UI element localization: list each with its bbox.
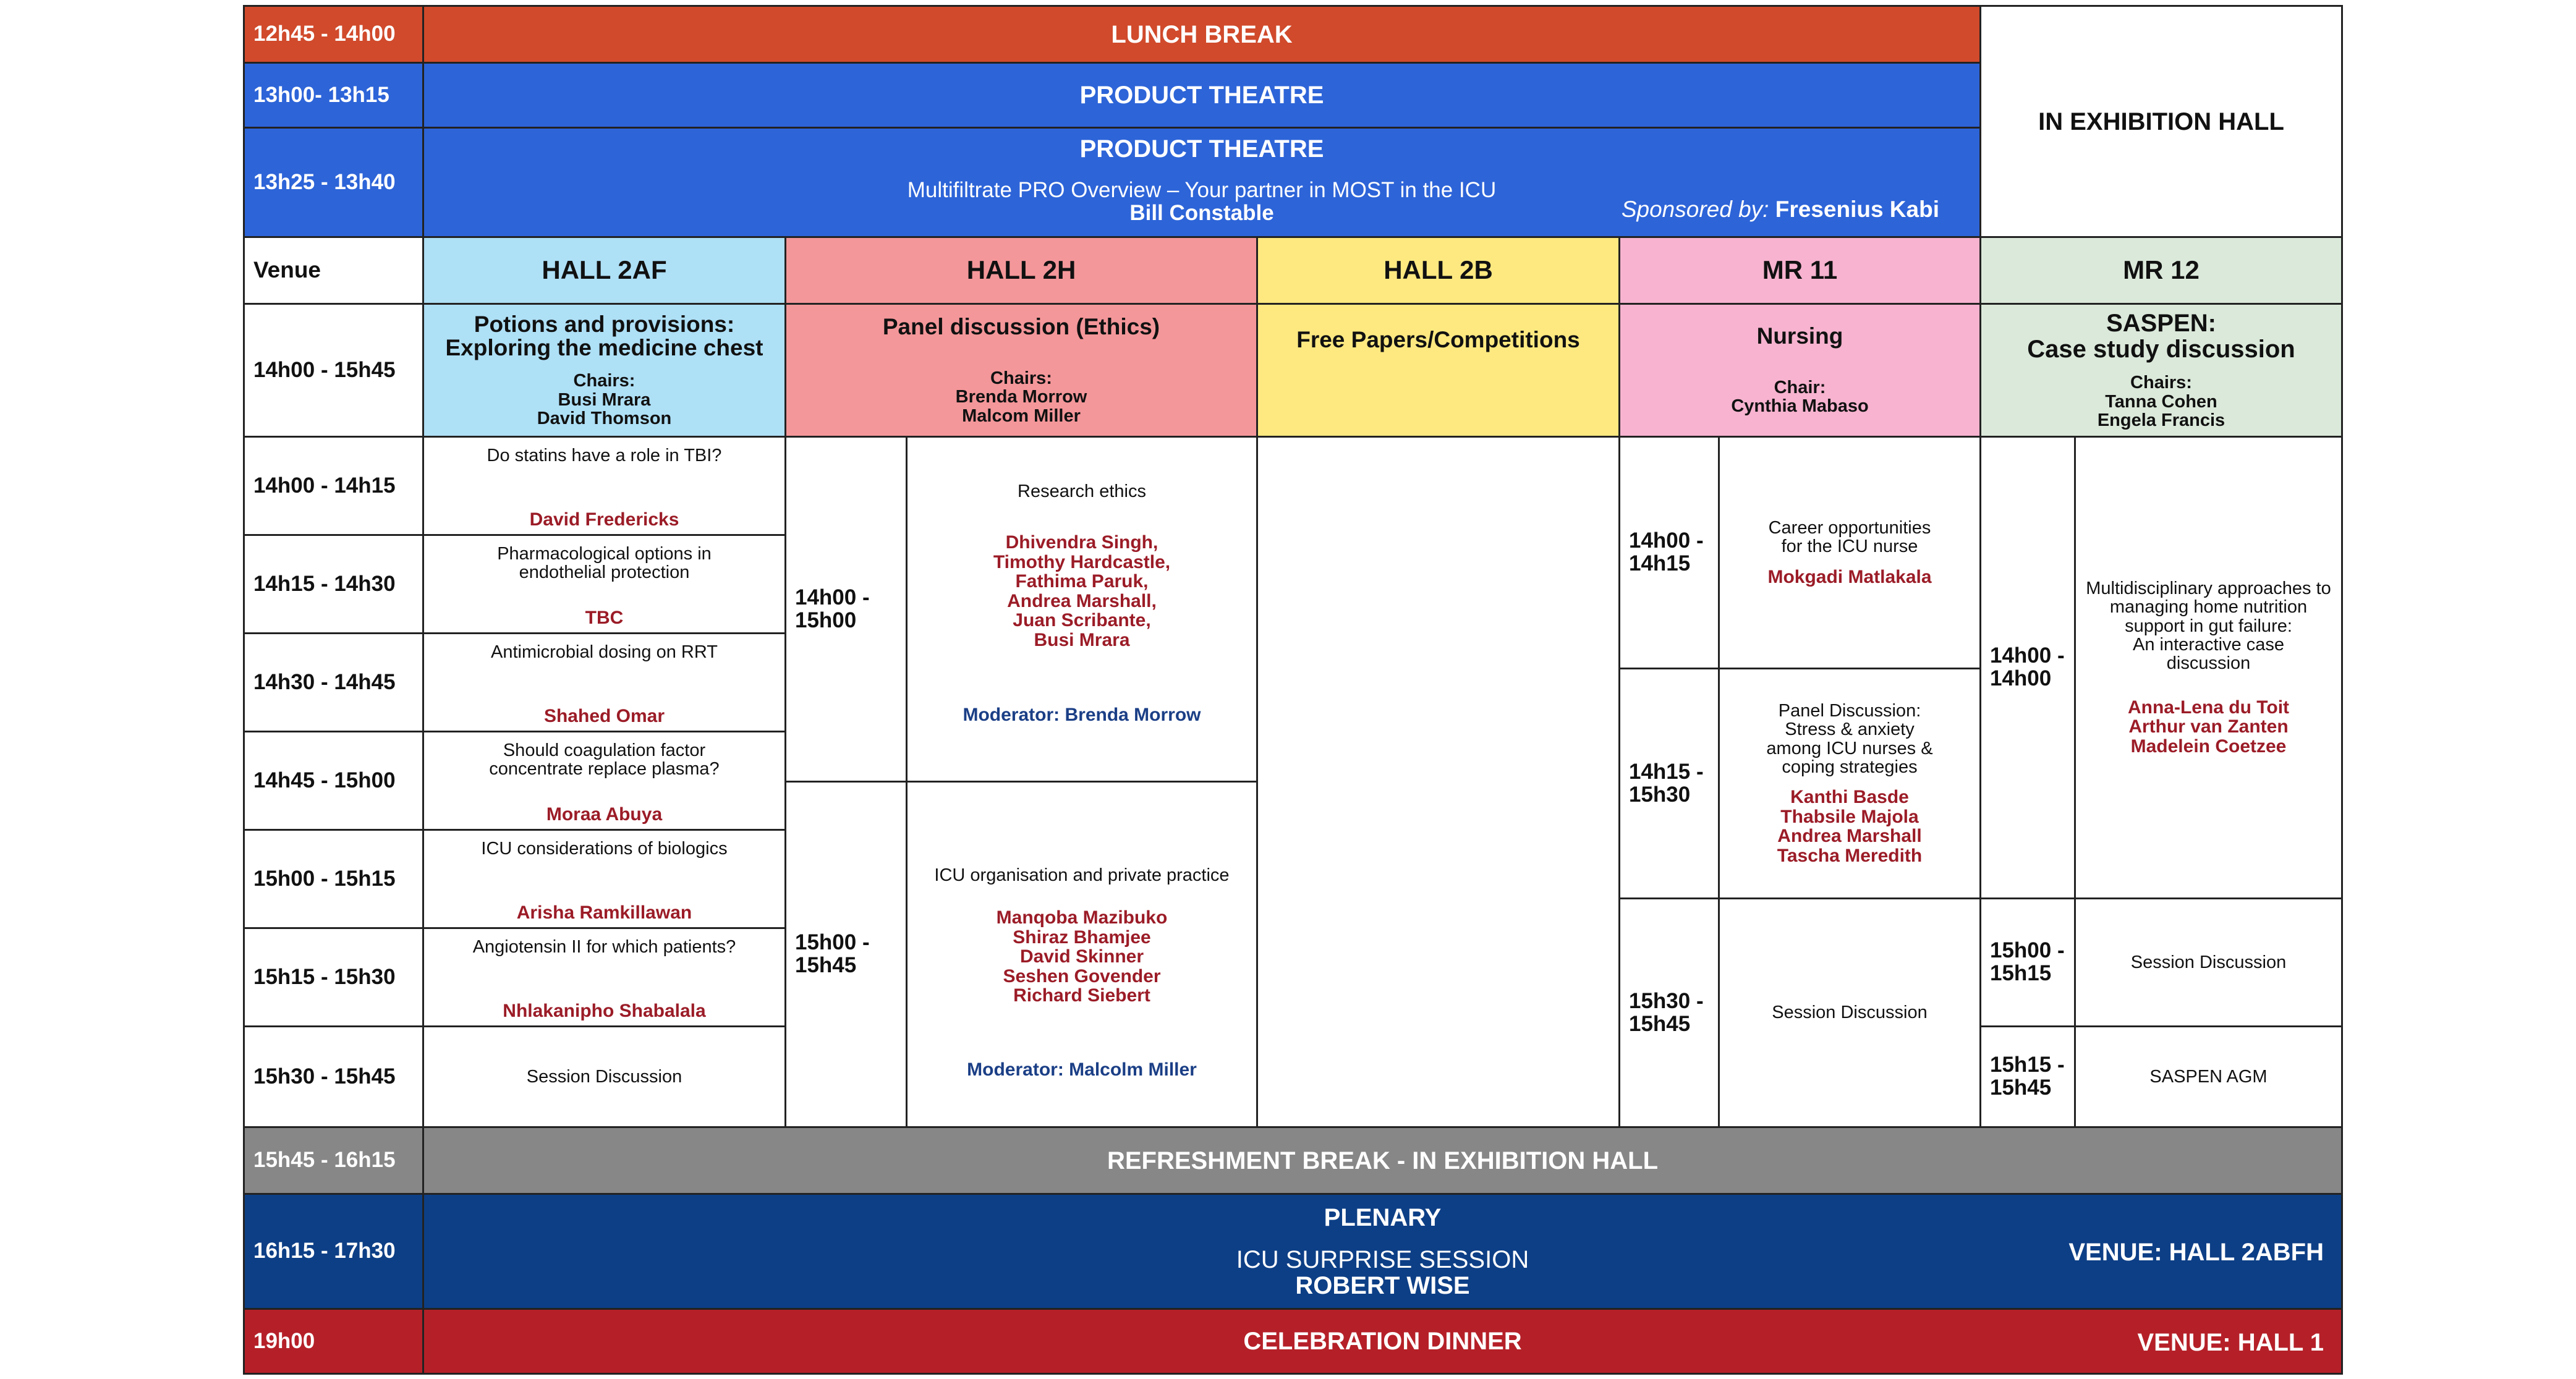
product-theatre-2-speaker: Bill Constable [1129,200,1274,225]
slot-time: 15h30 - 15h45 [253,1064,396,1088]
session-time: 14h00 - 15h45 [253,357,396,382]
block-time: 14h00 - [1629,528,1704,553]
product-theatre-1-time: 13h00- 13h15 [253,82,389,107]
block-topic: Panel Discussion: [1778,700,1921,721]
block-time: 15h00 [795,608,857,632]
block-speaker: Thabsile Majola [1780,806,1919,827]
block-time: 15h15 [1990,961,2052,985]
dinner-bar [422,1308,2343,1375]
slot-time: 14h15 - 14h30 [253,571,396,596]
mr12-session-cell [1979,303,2343,438]
slot-time-cell [243,731,424,831]
block-topic: managing home nutrition [2109,597,2308,617]
block-time: 15h30 - [1629,988,1704,1013]
plenary-time: 16h15 - 17h30 [253,1239,396,1263]
hall-2h-block-time-cell [784,781,908,1128]
product-theatre-2-subtitle: Multifiltrate PRO Overview – Your partner in MOST in the ICU [907,178,1497,202]
hall-2af-chairs-label: Chairs: [573,371,635,391]
mr12-block-time-cell [1979,897,2076,1027]
hall-2b-header [1256,236,1620,305]
mr11-session-cell [1618,303,1981,438]
block-topic: coping strategies [1782,757,1918,777]
plenary-venue: VENUE: HALL 2ABFH [2068,1239,2324,1266]
mr11-block-time-cell [1618,668,1720,899]
block-speaker: Mokgadi Matlakala [1767,566,1932,587]
mr12-block-time-cell [1979,1025,2076,1128]
slot-time: 14h30 - 14h45 [253,669,396,694]
hall-2h-block [906,436,1258,783]
hall-2af-talk [422,534,786,634]
lunch-time: 12h45 - 14h00 [253,22,396,46]
hall-2af-talk [422,829,786,929]
block-time: 15h00 - [1990,938,2065,963]
mr12-block [2074,1025,2343,1128]
mr12-name: MR 12 [2123,255,2200,285]
block-speaker: Kanthi Basde [1790,787,1909,808]
talk-topic: Should coagulation factor [503,740,706,760]
hall-2h-block [906,781,1258,1128]
hall-2h-header [784,236,1258,305]
mr12-session-title-2: Case study discussion [2027,336,2295,363]
mr12-chair-1: Tanna Cohen [2105,391,2217,412]
plenary-label: PLENARY [1324,1203,1442,1231]
hall-2h-block-time-cell [784,436,908,783]
mr11-block-time-cell [1618,897,1720,1128]
talk-speaker: Nhlakanipho Shabalala [503,1000,706,1021]
product-theatre-1-bar [422,62,1981,129]
block-speaker: Arthur van Zanten [2128,716,2289,737]
talk-topic: Do statins have a role in TBI? [487,446,722,465]
block-time: 14h15 - [1629,759,1704,784]
block-topic: Research ethics [1018,482,1146,501]
talk-speaker: TBC [585,607,624,628]
hall-2h-name: HALL 2H [966,255,1076,285]
block-speaker: Anna-Lena du Toit [2127,697,2290,718]
hall-2af-talk [422,731,786,831]
mr11-block [1718,897,1981,1128]
mr12-chair-2: Engela Francis [2097,410,2225,431]
block-speaker: Manqoba Mazibuko [996,907,1168,928]
sponsored-by-label: Sponsored by: [1621,197,1769,222]
product-theatre-1-time-cell [243,62,424,129]
block-moderator: Moderator: Brenda Morrow [963,705,1201,726]
mr11-chair-1: Cynthia Mabaso [1731,396,1869,417]
product-theatre-1-label: PRODUCT THEATRE [1079,82,1324,109]
block-topic: Career opportunities [1768,517,1931,538]
slot-time-cell [243,534,424,634]
sponsor-name: Fresenius Kabi [1775,197,1939,222]
talk-speaker: Moraa Abuya [546,804,663,825]
sponsor-line [1622,198,1939,222]
mr11-block [1718,668,1981,899]
mr11-session-title: Nursing [1756,323,1843,349]
mr11-chair-label: Chair: [1774,377,1826,397]
block-time: 15h45 [1629,1011,1691,1036]
talk-speaker: Arisha Ramkillawan [516,902,692,923]
hall-2af-session-cell [422,303,786,438]
slot-time: 14h45 - 15h00 [253,768,396,792]
block-time: 15h45 [1990,1076,2052,1100]
hall-2h-session-cell [784,303,1258,438]
hall-2af-talk [422,436,786,536]
block-time: 15h15 - [1990,1053,2065,1077]
hall-2af-chair-2: David Thomson [537,409,672,429]
lunch-break-label: LUNCH BREAK [1111,20,1293,48]
mr12-block [2074,436,2343,899]
hall-2af-talk [422,927,786,1027]
block-speaker: Tascha Meredith [1777,845,1923,866]
mr11-name: MR 11 [1762,255,1838,285]
block-speaker: Busi Mrara [1034,629,1130,650]
plenary-session: ICU SURPRISE SESSION [1236,1245,1529,1273]
slot-time-cell [243,436,424,536]
dinner-venue: VENUE: HALL 1 [2137,1329,2324,1356]
venue-label: Venue [253,257,321,283]
slot-time-cell [243,927,424,1027]
hall-2h-session-title: Panel discussion (Ethics) [882,313,1160,339]
block-time: 14h00 - [1990,643,2065,668]
refreshment-break-bar [422,1126,2343,1195]
talk-topic: concentrate replace plasma? [489,759,720,779]
plenary-speaker: ROBERT WISE [1295,1271,1470,1299]
slot-time-cell [243,829,424,929]
hall-2af-name: HALL 2AF [542,255,667,285]
block-speaker: Andrea Marshall [1777,826,1922,847]
talk-topic: Pharmacological options in [497,544,712,564]
block-topic: discussion [2166,653,2251,674]
dinner-time-cell [243,1308,424,1375]
lunch-time-cell [243,5,424,64]
talk-topic: Antimicrobial dosing on RRT [491,642,718,662]
dinner-label: CELEBRATION DINNER [1243,1328,1522,1355]
block-speaker: Madelein Coetzee [2130,736,2287,757]
block-speaker: Andrea Marshall, [1007,590,1157,611]
slot-time: 14h00 - 14h15 [253,473,396,498]
hall-2af-talk [422,1025,786,1128]
talk-topic: Angiotensin II for which patients? [472,937,736,957]
hall-2af-session-title-2: Exploring the medicine chest [445,335,763,361]
exhibition-hall-cell [1979,5,2343,238]
exhibition-hall-label: IN EXHIBITION HALL [2038,108,2284,135]
block-speaker: Juan Scribante, [1013,610,1151,631]
hall-2af-chair-1: Busi Mrara [558,389,651,410]
hall-2b-empty-cell [1256,436,1620,1128]
product-theatre-2-time: 13h25 - 13h40 [253,169,396,194]
block-speaker: Shiraz Bhamjee [1013,927,1151,948]
session-time-cell [243,303,424,438]
slot-time-cell [243,1025,424,1128]
plenary-time-cell [243,1193,424,1310]
block-speaker: Timothy Hardcastle, [993,551,1171,572]
hall-2af-talk [422,632,786,732]
block-topic: Stress & anxiety [1785,719,1915,740]
block-time: 15h45 [795,953,857,977]
block-speaker: David Skinner [1019,946,1144,967]
product-theatre-2-label: PRODUCT THEATRE [1079,135,1324,163]
block-topic: SASPEN AGM [2149,1066,2268,1087]
hall-2h-chair-1: Brenda Morrow [955,387,1087,407]
hall-2b-name: HALL 2B [1384,255,1493,285]
block-topic: among ICU nurses & [1766,738,1933,758]
mr11-block-time-cell [1618,436,1720,669]
block-topic: Multidisciplinary approaches to [2086,578,2331,598]
hall-2b-session-title: Free Papers/Competitions [1296,327,1580,352]
talk-topic: ICU considerations of biologics [481,839,728,859]
mr12-block [2074,897,2343,1027]
venue-label-cell [243,236,424,305]
hall-2af-session-title-1: Potions and provisions: [474,311,735,337]
hall-2b-session-cell [1256,303,1620,438]
block-time: 14h00 [1990,666,2052,690]
block-moderator: Moderator: Malcolm Miller [967,1059,1197,1080]
slot-time: 15h00 - 15h15 [253,866,396,891]
block-topic: An interactive case [2132,634,2284,655]
hall-2h-chairs-label: Chairs: [990,368,1052,388]
mr12-header [1979,236,2343,305]
mr12-session-title-1: SASPEN: [2106,310,2216,337]
block-time: 15h00 - [795,930,870,955]
block-topic: for the ICU nurse [1781,537,1918,557]
talk-topic: endothelial protection [519,562,690,583]
talk-topic: Session Discussion [526,1066,682,1087]
mr12-block-time-cell [1979,436,2076,899]
block-topic: Session Discussion [2130,952,2287,972]
plenary-bar [422,1193,2343,1310]
block-speaker: Fathima Paruk, [1015,571,1149,592]
mr11-header [1618,236,1981,305]
hall-2h-chair-2: Malcom Miller [962,405,1081,426]
block-speaker: Seshen Govender [1003,965,1161,987]
product-theatre-2-bar [422,127,1981,238]
block-topic: Session Discussion [1772,1003,1928,1023]
block-speaker: Richard Siebert [1013,985,1150,1006]
refreshment-time: 15h45 - 16h15 [253,1148,396,1173]
block-time: 15h30 [1629,782,1691,807]
dinner-time: 19h00 [253,1328,315,1353]
block-time: 14h00 - [795,585,870,609]
talk-speaker: David Fredericks [529,509,679,530]
lunch-break-bar [422,5,1981,64]
hall-2af-header [422,236,786,305]
block-topic: support in gut failure: [2125,616,2292,636]
block-speaker: Dhivendra Singh, [1005,532,1158,553]
block-topic: ICU organisation and private practice [934,865,1230,885]
product-theatre-2-time-cell [243,127,424,238]
refreshment-break-label: REFRESHMENT BREAK - IN EXHIBITION HALL [1107,1147,1659,1174]
slot-time-cell [243,632,424,732]
mr11-block [1718,436,1981,669]
mr12-chairs-label: Chairs: [2130,373,2192,393]
block-time: 14h15 [1629,551,1691,575]
refreshment-time-cell [243,1126,424,1195]
slot-time: 15h15 - 15h30 [253,964,396,989]
talk-speaker: Shahed Omar [543,705,665,726]
